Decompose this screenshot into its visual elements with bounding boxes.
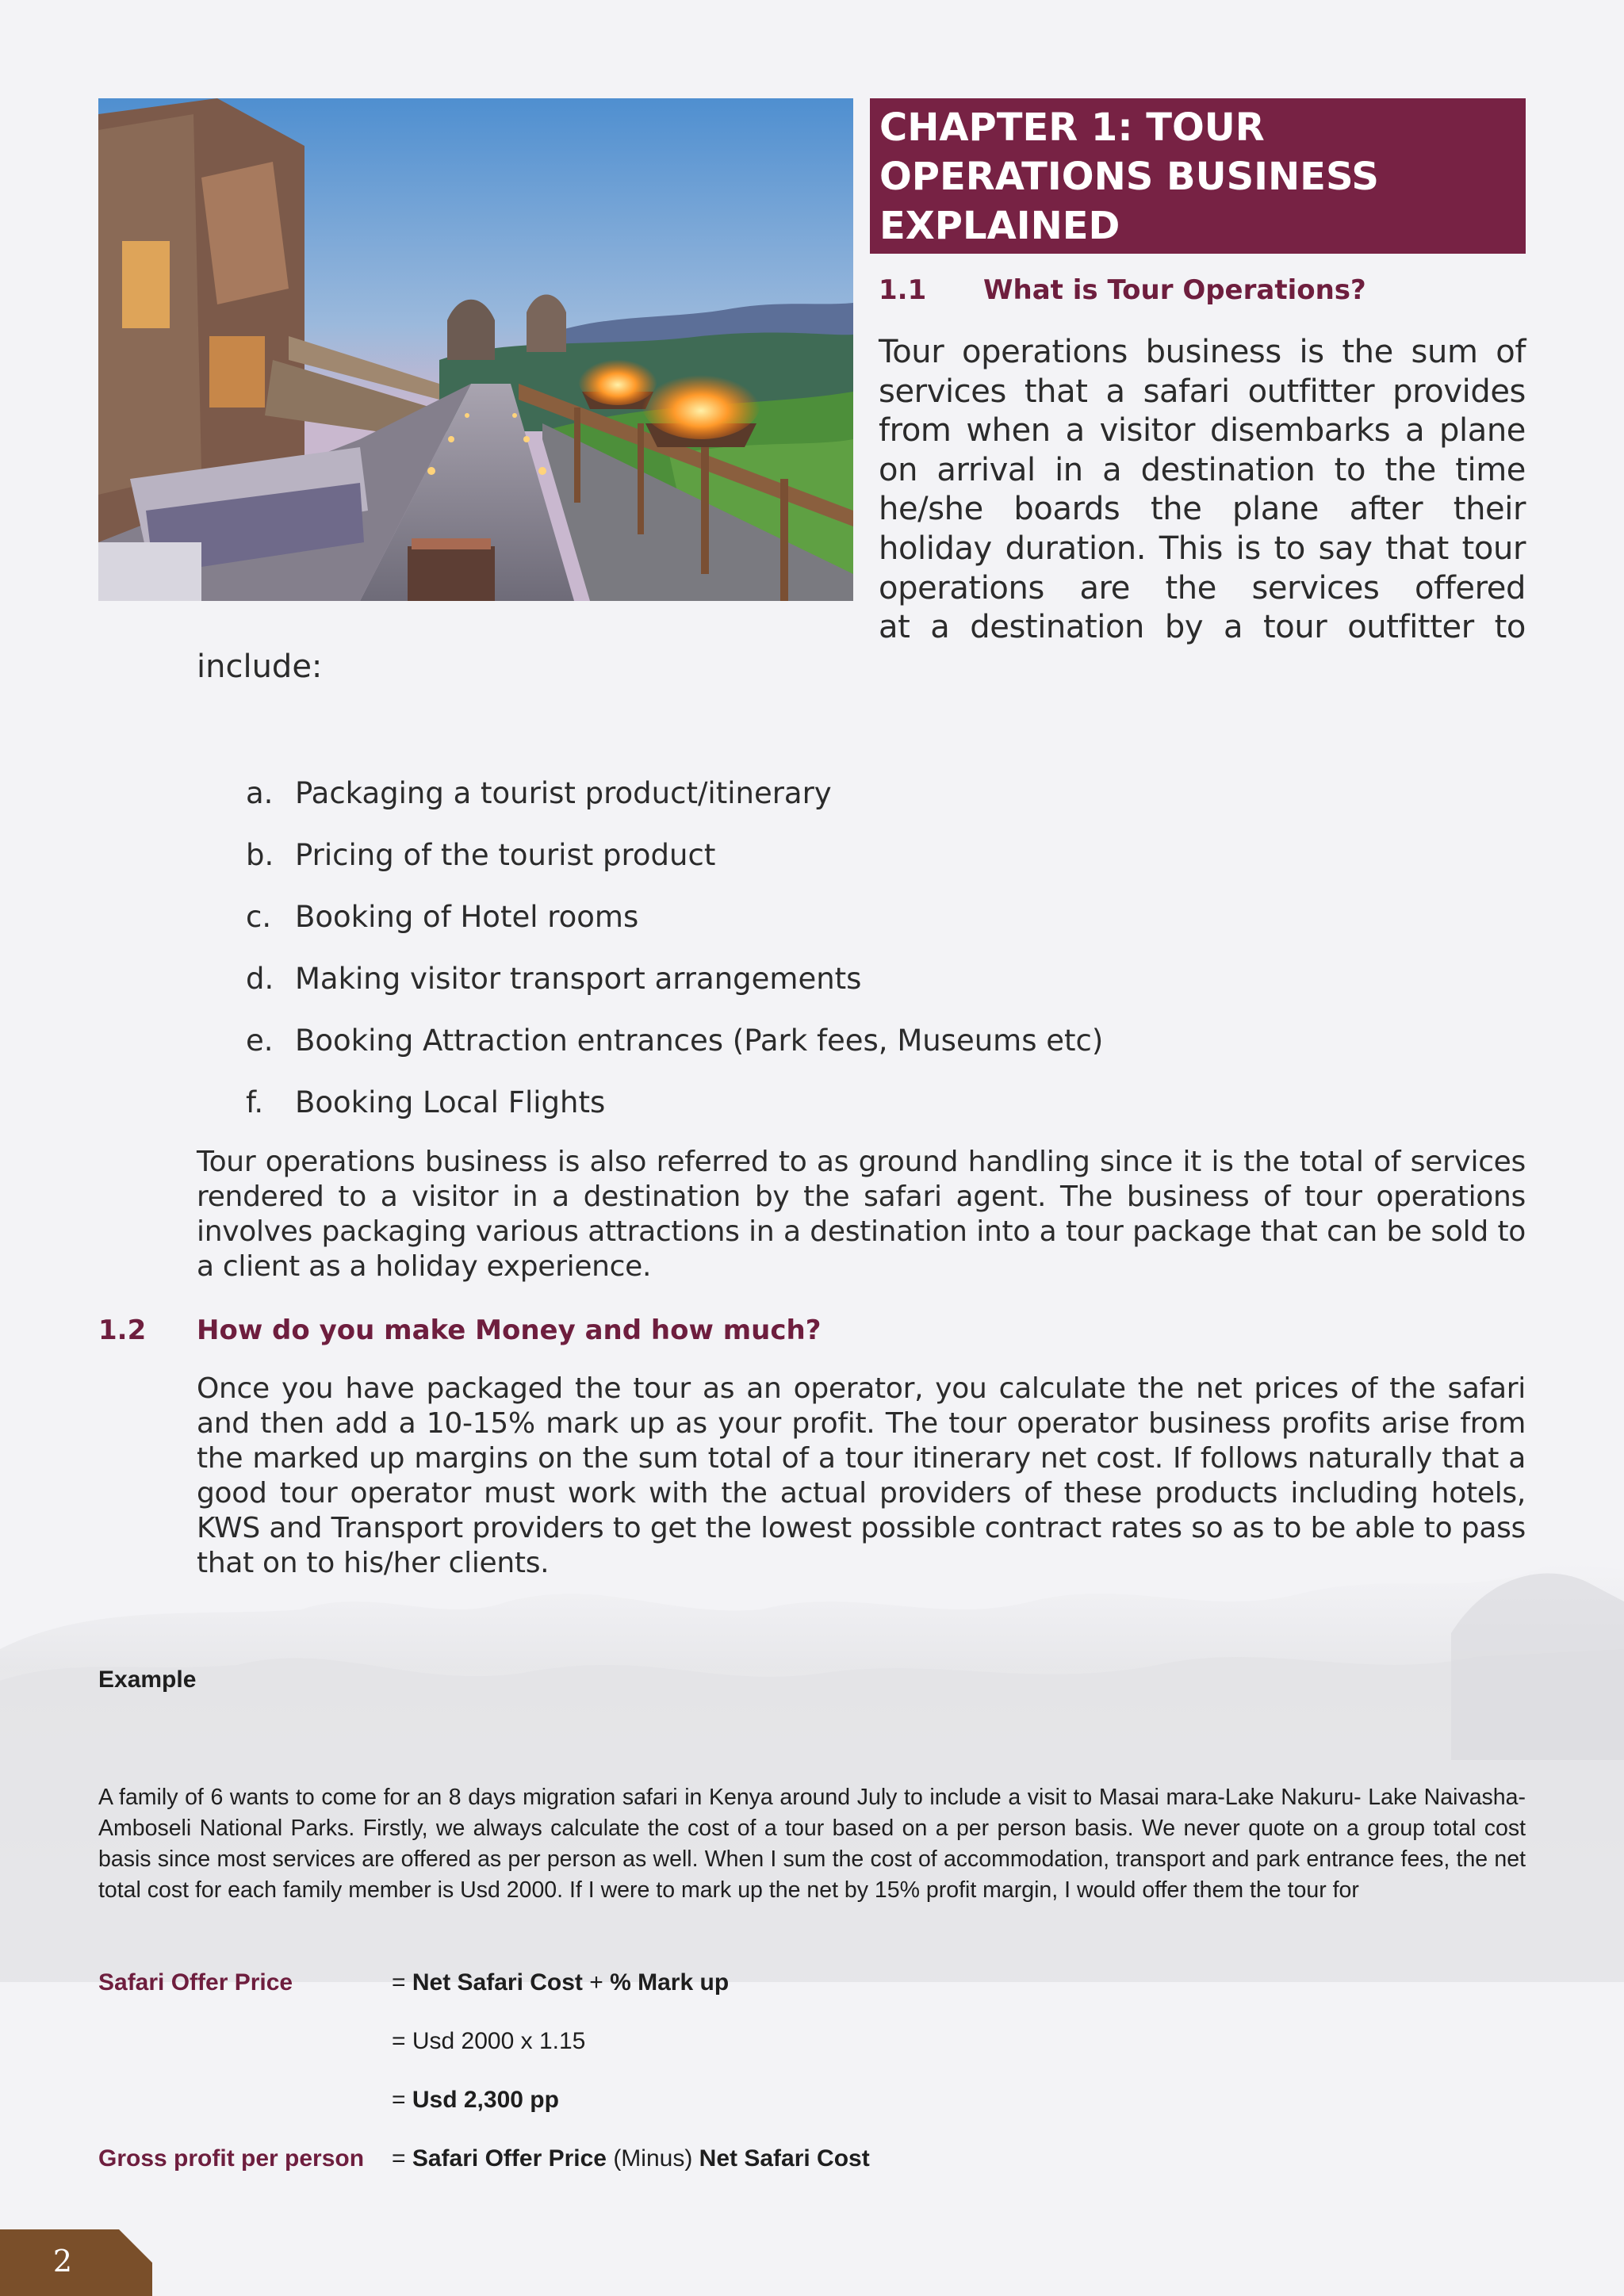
section-1-1-heading bbox=[879, 273, 1366, 308]
intro-line: operations are the services offered bbox=[879, 569, 1526, 607]
list-text: Booking Local Flights bbox=[295, 1085, 606, 1119]
list-item bbox=[246, 899, 1103, 961]
list-text: Pricing of the tourist product bbox=[295, 838, 716, 872]
example-label: Example bbox=[98, 1667, 197, 1693]
chapter-title-banner bbox=[870, 98, 1526, 254]
section-number: 1.1 bbox=[879, 274, 927, 306]
section-title: How do you make Money and how much? bbox=[197, 1314, 822, 1346]
equals-sign: = bbox=[392, 2145, 412, 2172]
intro-line: he/she boards the plane after their bbox=[879, 491, 1526, 528]
money-paragraph: Once you have packaged the tour as an operator, you calculate the net prices of the safari and then add a 10-15% mark up as your profit. The tour operator business profits arise from the marked up margins on the sum total of a tour itinerary net cost. If follows naturally that a good tour operator must work with the actual providers of these products including hotels, KWS and Transport providers to get the lowest possible contract rates so as to be able to pass that on to his/her clients. bbox=[197, 1372, 1526, 1579]
list-text: Booking Attraction entrances (Park fees, Museums etc) bbox=[295, 1024, 1104, 1058]
list-text: Booking of Hotel rooms bbox=[295, 900, 639, 934]
section-title: What is Tour Operations? bbox=[983, 274, 1366, 306]
list-item bbox=[246, 775, 1103, 837]
list-letter: b. bbox=[246, 838, 274, 872]
list-letter: f. bbox=[246, 1085, 264, 1119]
offer-price-step: = Usd 2000 x 1.15 bbox=[392, 2028, 586, 2054]
list-text: Making visitor transport arrangements bbox=[295, 962, 862, 996]
offer-price-value: Usd 2,300 pp bbox=[412, 2087, 559, 2113]
chapter-title: CHAPTER 1: TOUR OPERATIONS BUSINESS EXPLAINED bbox=[879, 105, 1379, 248]
equals-sign: = bbox=[392, 1969, 412, 1996]
lodge-terrace-photo bbox=[98, 98, 853, 601]
list-item bbox=[246, 1023, 1103, 1085]
ground-handling-paragraph: Tour operations business is also referred to as ground handling since it is the total of services rendered to a visitor in a destination by the safari agent. The business of tour operations involves packaging various attractions in a destination into a tour package that can be sold to a client as a holiday experience. bbox=[197, 1146, 1526, 1283]
list-letter: c. bbox=[246, 900, 272, 934]
intro-line: Tour operations business is the sum of bbox=[879, 334, 1526, 370]
wildebeest-silhouette-background bbox=[0, 1554, 1624, 1982]
section-number: 1.2 bbox=[98, 1314, 147, 1346]
services-list bbox=[246, 775, 1103, 1146]
markup-term: % Mark up bbox=[610, 1969, 730, 1996]
gross-profit-label: Gross profit per person bbox=[98, 2145, 365, 2172]
intro-line: on arrival in a destination to the time bbox=[879, 451, 1526, 488]
offer-price-label: Safari Offer Price bbox=[98, 1969, 293, 1996]
list-letter: e. bbox=[246, 1024, 274, 1058]
offer-price-term: Safari Offer Price bbox=[412, 2145, 607, 2172]
list-text: Packaging a tourist product/itinerary bbox=[295, 776, 832, 810]
example-paragraph: A family of 6 wants to come for an 8 days migration safari in Kenya around July to include a visit to Masai mara-Lake Nakuru- Lake Naivasha- Amboseli National Parks. Firstly, we always calculate the cost of a tour based on a per person basis. We never quote on a group total cost basis since most services are offered as per person as well. When I sum the cost of accommodation, transport and park entrance fees, the net total cost for each family member is Usd 2000. If I were to mark up the net by 15% profit margin, I would offer them the tour for bbox=[98, 1785, 1526, 1903]
net-cost-term: Net Safari Cost bbox=[412, 1969, 583, 1996]
list-letter: d. bbox=[246, 962, 274, 996]
intro-line: holiday duration. This is to say that tour bbox=[879, 530, 1526, 567]
list-item bbox=[246, 961, 1103, 1023]
section-1-2-heading bbox=[98, 1313, 821, 1348]
plus-sign: + bbox=[582, 1969, 611, 1996]
intro-tail: include: bbox=[197, 649, 323, 685]
intro-line: services that a safari outfitter provides bbox=[879, 373, 1526, 410]
minus-word: (Minus) bbox=[606, 2145, 699, 2172]
gross-profit-formula bbox=[392, 2145, 870, 2172]
equals-sign: = bbox=[392, 2087, 412, 2113]
page-number: 2 bbox=[52, 2244, 73, 2279]
list-letter: a. bbox=[246, 776, 274, 810]
intro-line: at a destination by a tour outfitter to bbox=[879, 609, 1526, 646]
net-cost-term: Net Safari Cost bbox=[699, 2145, 870, 2172]
offer-price-result bbox=[392, 2087, 559, 2114]
offer-price-formula bbox=[392, 1969, 729, 1996]
list-item bbox=[246, 1085, 1103, 1146]
intro-line: from when a visitor disembarks a plane bbox=[879, 412, 1526, 450]
intro-paragraph bbox=[879, 333, 1526, 648]
list-item bbox=[246, 837, 1103, 899]
